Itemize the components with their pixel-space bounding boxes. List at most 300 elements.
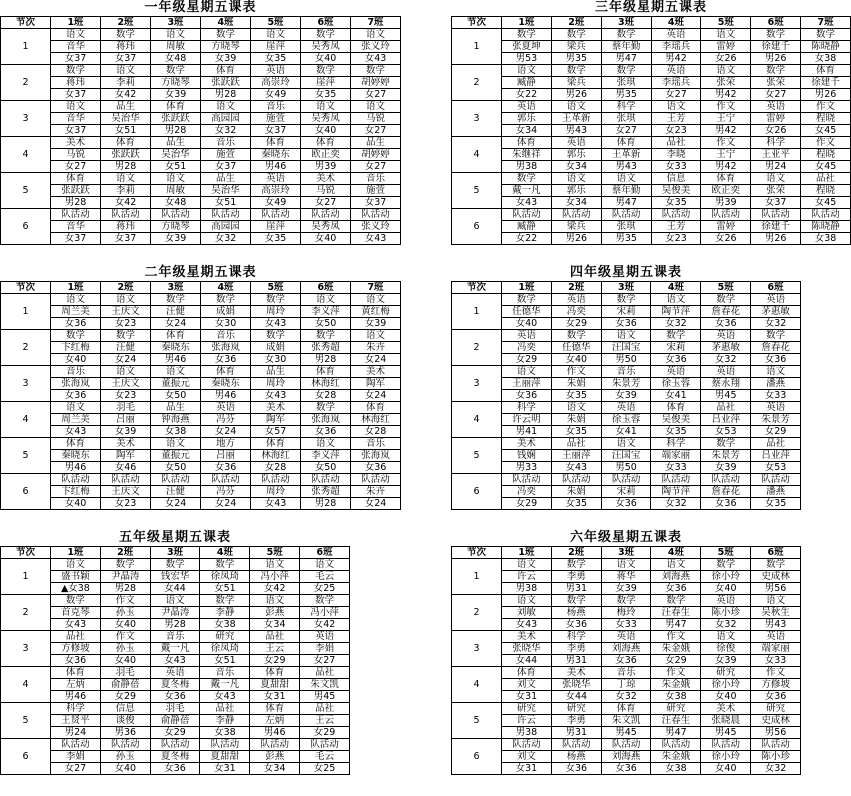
subject-cell: 作文 — [651, 631, 701, 643]
subject-cell: 音乐 — [201, 330, 251, 342]
subject-cell: 数学 — [301, 29, 351, 41]
table-row — [1, 715, 350, 727]
teacher-info-cell: 女40 — [51, 354, 101, 366]
teacher-info-cell: 女39 — [151, 89, 201, 101]
teacher-cell: 董振元 — [151, 378, 201, 390]
subject-cell: 数学 — [651, 595, 701, 607]
period-number: 6 — [452, 739, 502, 775]
subject-cell: 数学 — [551, 29, 601, 41]
table-row — [1, 65, 401, 77]
class-column-header: 4班 — [201, 282, 251, 294]
teacher-info-cell: 女36 — [651, 583, 701, 595]
teacher-info-cell: 男28 — [301, 498, 351, 510]
teacher-cell: 蔡年勤 — [601, 185, 651, 197]
teacher-info-cell: 女23 — [651, 125, 701, 137]
teacher-info-cell: 女40 — [100, 619, 150, 631]
table-row — [452, 486, 801, 498]
teacher-info-cell: 女32 — [701, 619, 751, 631]
teacher-info-cell: 女42 — [250, 583, 300, 595]
teacher-info-cell: 女35 — [551, 498, 601, 510]
subject-cell: 语文 — [651, 559, 701, 571]
subject-cell: 数学 — [301, 65, 351, 77]
teacher-cell: 施萱 — [251, 113, 301, 125]
class-column-header: 2班 — [100, 547, 150, 559]
teacher-cell: 张秀超 — [301, 342, 351, 354]
teacher-info-cell: 女27 — [351, 125, 401, 137]
teacher-info-cell: 女43 — [200, 691, 250, 703]
teacher-info-cell: 男24 — [51, 727, 101, 739]
period-column-header: 节次 — [452, 547, 502, 559]
teacher-info-cell: 女51 — [101, 125, 151, 137]
subject-cell: 体育 — [502, 137, 552, 149]
period-number: 3 — [452, 631, 502, 667]
period-number: 4 — [452, 402, 502, 438]
subject-cell: 队活动 — [301, 209, 351, 221]
subject-cell: 体育 — [251, 137, 301, 149]
subject-cell: 英语 — [651, 65, 701, 77]
teacher-info-cell: 女51 — [201, 197, 251, 209]
teacher-cell: 马锐 — [301, 185, 351, 197]
subject-cell: 体育 — [502, 667, 552, 679]
teacher-info-cell: 女49 — [251, 197, 301, 209]
teacher-cell: 茅惠敏 — [701, 342, 751, 354]
subject-cell: 品生 — [101, 101, 151, 113]
teacher-cell: 徐玉蓉 — [651, 378, 701, 390]
subject-cell: 语文 — [351, 330, 401, 342]
teacher-cell: 李义萍 — [301, 306, 351, 318]
teacher-info-cell: 女43 — [351, 233, 401, 245]
table-row — [1, 197, 401, 209]
teacher-info-cell: 女38 — [200, 727, 250, 739]
subject-cell: 信息 — [651, 173, 701, 185]
teacher-cell: 吴秋生 — [751, 607, 801, 619]
teacher-cell: 汪国宝 — [601, 342, 651, 354]
teacher-cell: 张晓晨 — [701, 715, 751, 727]
teacher-cell: 汪健 — [101, 342, 151, 354]
teacher-cell: 蒋玮 — [51, 77, 101, 89]
teacher-cell: 王庆文 — [101, 486, 151, 498]
subject-cell: 语文 — [51, 294, 101, 306]
table-row — [1, 619, 350, 631]
teacher-cell: 徐建千 — [751, 41, 801, 53]
teacher-info-cell: ▲女38 — [51, 583, 101, 595]
teacher-info-cell: 男35 — [551, 53, 601, 65]
subject-cell: 英语 — [751, 631, 801, 643]
teacher-cell: 俞静蓓 — [150, 715, 200, 727]
teacher-cell: 张荣 — [701, 77, 751, 89]
table-row — [1, 77, 401, 89]
teacher-cell: 朱卉 — [351, 486, 401, 498]
subject-cell: 队活动 — [751, 209, 801, 221]
subject-cell: 作文 — [701, 137, 751, 149]
teacher-cell: 蔡永翔 — [701, 378, 751, 390]
teacher-cell: 张琪 — [601, 113, 651, 125]
teacher-cell: 刘海燕 — [601, 643, 651, 655]
teacher-cell: 刘文 — [502, 751, 552, 763]
subject-cell: 语文 — [51, 29, 101, 41]
subject-cell: 音乐 — [201, 137, 251, 149]
period-number: 1 — [1, 559, 51, 595]
teacher-info-cell: 女27 — [601, 125, 651, 137]
teacher-info-cell: 女39 — [701, 462, 751, 474]
subject-cell: 品社 — [51, 631, 101, 643]
subject-cell: 英语 — [701, 330, 751, 342]
table-row — [452, 378, 801, 390]
period-number: 3 — [1, 366, 51, 402]
teacher-cell: 徐玉蓉 — [601, 414, 651, 426]
subject-cell: 体育 — [301, 366, 351, 378]
table-row — [1, 113, 401, 125]
teacher-info-cell: 男28 — [51, 197, 101, 209]
teacher-cell: 徐建千 — [751, 221, 801, 233]
table-row — [452, 643, 801, 655]
table-row — [1, 679, 350, 691]
teacher-cell: 宋莉 — [601, 486, 651, 498]
table-row — [1, 318, 401, 330]
teacher-info-cell: 男45 — [701, 727, 751, 739]
teacher-info-cell: 男47 — [651, 619, 701, 631]
teacher-cell: 王革新 — [551, 113, 601, 125]
teacher-info-cell: 女44 — [551, 691, 601, 703]
subject-cell: 作文 — [100, 595, 150, 607]
subject-cell: 队活动 — [551, 739, 601, 751]
subject-cell: 队活动 — [51, 474, 101, 486]
teacher-cell: 秦晓东 — [151, 342, 201, 354]
teacher-cell: 张琪 — [601, 221, 651, 233]
teacher-info-cell: 男28 — [100, 583, 150, 595]
subject-cell: 品社 — [300, 667, 350, 679]
teacher-info-cell: 女39 — [601, 390, 651, 402]
teacher-info-cell: 女44 — [150, 583, 200, 595]
teacher-info-cell: 女37 — [351, 197, 401, 209]
table-row — [1, 390, 401, 402]
teacher-cell: 朱文凯 — [300, 679, 350, 691]
table-row — [452, 462, 801, 474]
teacher-info-cell: 女39 — [701, 655, 751, 667]
period-number: 4 — [452, 137, 502, 173]
subject-cell: 语文 — [251, 29, 301, 41]
table-row — [1, 41, 401, 53]
teacher-cell: 雷婷 — [751, 113, 801, 125]
subject-cell: 研究 — [502, 703, 552, 715]
teacher-info-cell: 女39 — [201, 53, 251, 65]
teacher-info-cell: 男36 — [100, 727, 150, 739]
table-row — [452, 679, 801, 691]
teacher-info-cell: 女48 — [151, 53, 201, 65]
teacher-info-cell: 女50 — [301, 462, 351, 474]
teacher-cell: 徐凤琦 — [200, 571, 250, 583]
subject-cell: 研究 — [551, 703, 601, 715]
teacher-cell: 茅惠敏 — [751, 306, 801, 318]
subject-cell: 作文 — [100, 631, 150, 643]
teacher-cell: 周玲 — [251, 486, 301, 498]
subject-cell: 队活动 — [250, 739, 300, 751]
teacher-info-cell: 女40 — [301, 233, 351, 245]
subject-cell: 语文 — [551, 173, 601, 185]
teacher-cell: 梁兵 — [551, 77, 601, 89]
period-number: 6 — [452, 209, 502, 245]
table-row — [452, 209, 851, 221]
teacher-info-cell: 女36 — [51, 655, 101, 667]
period-column-header: 节次 — [452, 17, 502, 29]
subject-cell: 语文 — [51, 101, 101, 113]
teacher-info-cell: 女40 — [100, 655, 150, 667]
subject-cell: 英语 — [651, 29, 701, 41]
teacher-cell: 音华 — [51, 113, 101, 125]
teacher-info-cell: 男26 — [751, 53, 801, 65]
teacher-info-cell: 男46 — [151, 354, 201, 366]
subject-cell: 英语 — [751, 402, 801, 414]
teacher-cell: 刘文 — [502, 679, 552, 691]
teacher-cell: 李莉 — [101, 185, 151, 197]
subject-cell: 科学 — [751, 137, 801, 149]
teacher-cell: 任德华 — [551, 342, 601, 354]
grade3-table — [451, 16, 851, 245]
table-row — [452, 197, 851, 209]
teacher-info-cell: 女57 — [251, 426, 301, 438]
teacher-info-cell: 女35 — [551, 426, 601, 438]
subject-cell: 美术 — [101, 438, 151, 450]
teacher-cell: 徐凤琦 — [200, 643, 250, 655]
subject-cell: 队活动 — [251, 474, 301, 486]
teacher-cell: 左炳 — [51, 679, 101, 691]
table-row — [452, 631, 801, 643]
teacher-info-cell: 女30 — [201, 318, 251, 330]
class-column-header: 1班 — [51, 282, 101, 294]
teacher-cell: 朱景芳 — [701, 450, 751, 462]
subject-cell: 羽毛 — [100, 667, 150, 679]
subject-cell: 音乐 — [51, 366, 101, 378]
subject-cell: 信息 — [100, 703, 150, 715]
teacher-info-cell: 女43 — [51, 619, 101, 631]
table-row — [1, 763, 350, 775]
teacher-info-cell: 男46 — [251, 161, 301, 173]
table-row — [452, 559, 801, 571]
teacher-cell: 刘海燕 — [651, 571, 701, 583]
subject-cell: 美术 — [551, 667, 601, 679]
subject-cell: 体育 — [201, 366, 251, 378]
teacher-cell: 徐小玲 — [701, 751, 751, 763]
teacher-info-cell: 女37 — [101, 53, 151, 65]
teacher-info-cell: 男38 — [502, 583, 552, 595]
table-row — [1, 342, 401, 354]
subject-cell: 数学 — [351, 65, 401, 77]
teacher-info-cell: 女37 — [51, 53, 101, 65]
subject-cell: 音乐 — [251, 101, 301, 113]
teacher-cell: 陶军 — [101, 450, 151, 462]
teacher-cell: 朱娟 — [551, 378, 601, 390]
teacher-cell: 周玲 — [251, 378, 301, 390]
teacher-cell: 梁兵 — [551, 221, 601, 233]
teacher-info-cell: 女34 — [502, 125, 552, 137]
subject-cell: 音乐 — [200, 667, 250, 679]
subject-cell: 队活动 — [351, 209, 401, 221]
subject-cell: 研究 — [751, 703, 801, 715]
subject-cell: 语文 — [150, 595, 200, 607]
subject-cell: 作文 — [801, 101, 851, 113]
teacher-cell: 彭燕 — [250, 607, 300, 619]
teacher-cell: 王芳 — [651, 113, 701, 125]
table-row — [1, 462, 401, 474]
subject-cell: 语文 — [601, 173, 651, 185]
teacher-cell: 尹晶涛 — [150, 607, 200, 619]
teacher-info-cell: 男43 — [601, 161, 651, 173]
subject-cell: 数学 — [51, 595, 101, 607]
period-column-header: 节次 — [1, 17, 51, 29]
table-row — [452, 294, 801, 306]
teacher-info-cell: 女33 — [651, 462, 701, 474]
teacher-cell: 宋莉 — [601, 306, 651, 318]
table-row — [1, 149, 401, 161]
subject-cell: 数学 — [51, 330, 101, 342]
table-row — [1, 125, 401, 137]
teacher-info-cell: 女38 — [200, 619, 250, 631]
teacher-cell: 陈小珍 — [751, 751, 801, 763]
teacher-info-cell: 女29 — [751, 426, 801, 438]
table-row — [452, 715, 801, 727]
table-row — [1, 306, 401, 318]
table-row — [452, 137, 851, 149]
grade2-header-row — [1, 282, 401, 294]
teacher-cell: 方晓琴 — [201, 41, 251, 53]
teacher-info-cell: 女42 — [101, 197, 151, 209]
table-row — [1, 294, 401, 306]
grade2-panel — [0, 265, 401, 510]
subject-cell: 语文 — [300, 559, 350, 571]
teacher-cell: 秦晓东 — [51, 450, 101, 462]
teacher-cell: 朱娟 — [551, 486, 601, 498]
subject-cell: 数学 — [551, 559, 601, 571]
teacher-cell: 张晓华 — [551, 679, 601, 691]
teacher-cell: 成娟 — [251, 342, 301, 354]
grade3-panel — [451, 0, 851, 245]
table-row — [452, 739, 801, 751]
teacher-cell: 雷婷 — [701, 41, 751, 53]
subject-cell: 语文 — [601, 559, 651, 571]
teacher-cell: 刘海燕 — [601, 751, 651, 763]
teacher-cell: 董振元 — [151, 450, 201, 462]
teacher-cell: 高崇玲 — [251, 185, 301, 197]
period-number: 5 — [1, 173, 51, 209]
table-row — [1, 498, 401, 510]
teacher-cell: 王亚平 — [751, 149, 801, 161]
teacher-cell: 梁兵 — [551, 41, 601, 53]
subject-cell: 语文 — [751, 366, 801, 378]
teacher-info-cell: 女37 — [751, 197, 801, 209]
subject-cell: 队活动 — [201, 474, 251, 486]
subject-cell: 科学 — [51, 703, 101, 715]
table-row — [1, 414, 401, 426]
table-row — [1, 595, 350, 607]
table-row — [1, 29, 401, 41]
subject-cell: 品社 — [551, 438, 601, 450]
teacher-info-cell: 女29 — [651, 655, 701, 667]
period-column-header: 节次 — [1, 547, 51, 559]
table-row — [1, 607, 350, 619]
subject-cell: 研究 — [651, 703, 701, 715]
subject-cell: 数学 — [251, 330, 301, 342]
teacher-info-cell: 女41 — [651, 390, 701, 402]
teacher-info-cell: 男43 — [551, 125, 601, 137]
teacher-info-cell: 女40 — [502, 318, 552, 330]
teacher-info-cell: 女38 — [651, 691, 701, 703]
period-number: 2 — [452, 330, 502, 366]
subject-cell: 队活动 — [651, 209, 701, 221]
class-column-header: 4班 — [200, 547, 250, 559]
teacher-info-cell: 女42 — [101, 89, 151, 101]
subject-cell: 科学 — [601, 101, 651, 113]
teacher-info-cell: 女34 — [250, 763, 300, 775]
subject-cell: 语文 — [101, 294, 151, 306]
teacher-cell: 卞红梅 — [51, 342, 101, 354]
subject-cell: 品社 — [701, 402, 751, 414]
subject-cell: 数学 — [101, 330, 151, 342]
teacher-cell: 高园园 — [201, 113, 251, 125]
class-column-header: 4班 — [651, 17, 701, 29]
grade6-title: 六年级星期五课表 — [569, 530, 682, 545]
teacher-cell: 施萱 — [201, 149, 251, 161]
teacher-info-cell: 女39 — [101, 426, 151, 438]
teacher-info-cell: 女26 — [701, 233, 751, 245]
subject-cell: 数学 — [502, 294, 552, 306]
teacher-cell: 雷婷 — [701, 221, 751, 233]
teacher-cell: 李义萍 — [301, 450, 351, 462]
teacher-info-cell: 女27 — [51, 763, 101, 775]
subject-cell: 数学 — [301, 330, 351, 342]
subject-cell: 队活动 — [502, 474, 552, 486]
period-number: 5 — [452, 703, 502, 739]
teacher-cell: 戴一凡 — [150, 643, 200, 655]
teacher-cell: 林海红 — [251, 450, 301, 462]
subject-cell: 队活动 — [651, 739, 701, 751]
teacher-cell: 郭乐 — [502, 113, 552, 125]
teacher-info-cell: 男26 — [751, 233, 801, 245]
teacher-cell: 陶军 — [251, 414, 301, 426]
period-number: 1 — [452, 559, 502, 595]
teacher-info-cell: 女23 — [651, 233, 701, 245]
teacher-info-cell: 女40 — [701, 583, 751, 595]
subject-cell: 队活动 — [551, 474, 601, 486]
subject-cell: 语文 — [301, 438, 351, 450]
teacher-cell: 夏冬梅 — [150, 679, 200, 691]
subject-cell: 数学 — [701, 294, 751, 306]
period-number: 1 — [1, 29, 51, 65]
table-row — [1, 703, 350, 715]
teacher-cell: 黄红梅 — [351, 306, 401, 318]
teacher-cell: 吕业萍 — [701, 414, 751, 426]
table-row — [1, 378, 401, 390]
subject-cell: 语文 — [101, 173, 151, 185]
table-row — [452, 691, 801, 703]
table-row — [1, 559, 350, 571]
period-number: 3 — [452, 366, 502, 402]
table-row — [1, 221, 401, 233]
subject-cell: 语文 — [250, 559, 300, 571]
teacher-info-cell: 女40 — [701, 691, 751, 703]
class-column-header: 6班 — [300, 547, 350, 559]
subject-cell: 数学 — [601, 595, 651, 607]
teacher-info-cell: 男46 — [201, 390, 251, 402]
class-column-header: 1班 — [51, 17, 101, 29]
teacher-cell: 方修坡 — [751, 679, 801, 691]
teacher-cell: 许云 — [502, 715, 552, 727]
teacher-cell: 杨燕 — [551, 751, 601, 763]
teacher-info-cell: 女36 — [601, 763, 651, 775]
teacher-cell: 张义玲 — [351, 221, 401, 233]
subject-cell: 语文 — [351, 294, 401, 306]
teacher-cell: 王云 — [300, 715, 350, 727]
subject-cell: 英语 — [751, 101, 801, 113]
